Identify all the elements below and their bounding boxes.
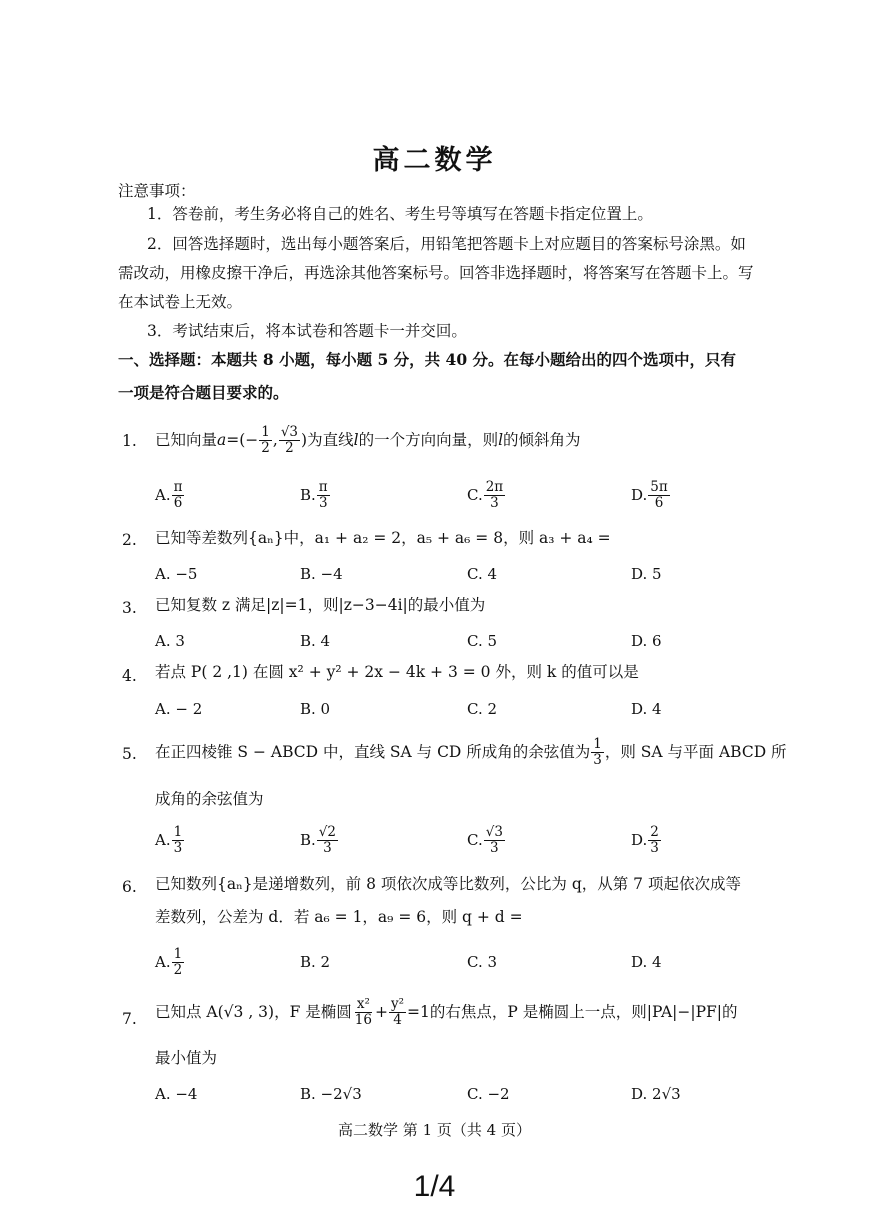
denominator: 3 xyxy=(490,494,499,511)
question-2-stem: 已知等差数列{aₙ}中，a₁ + a₂ = 2，a₅ + a₆ = 8，则 a₃ + a₄ = xyxy=(155,529,611,547)
question-3-stem: 已知复数 z 满足|z|=1，则|z−3−4i|的最小值为 xyxy=(155,596,486,614)
numerator: y² xyxy=(390,995,405,1012)
numerator: 1 xyxy=(173,945,183,962)
denominator: 16 xyxy=(354,1011,372,1028)
notice-heading: 注意事项： xyxy=(118,182,196,200)
option-fraction xyxy=(172,480,185,511)
q2-option-b: B. −4 xyxy=(300,565,343,583)
notice-item-2-line-1: 2．回答选择题时，选出每小题答案后，用铅笔把答题卡上对应题目的答案标号涂黑。如 xyxy=(147,235,746,253)
option-label: D. xyxy=(631,486,648,504)
q4-option-b: B. 0 xyxy=(300,700,331,718)
numerator: 2π xyxy=(485,478,504,495)
q5-fraction xyxy=(591,737,604,768)
option-label: B. xyxy=(300,486,316,504)
option-label: C. xyxy=(467,486,483,504)
q7-prefix: 已知点 A(√3 , 3)，F 是椭圆 xyxy=(155,1003,352,1021)
denominator: 4 xyxy=(393,1011,402,1028)
page-title: 高二数学 xyxy=(372,145,497,176)
numerator: √3 xyxy=(280,423,299,440)
section-1-line-2: 一项是符合题目要求的。 xyxy=(118,383,289,402)
q7-option-c: C. −2 xyxy=(467,1085,510,1103)
numerator: √2 xyxy=(318,823,336,840)
numerator: 5π xyxy=(650,478,668,495)
q6-option-d: D. 4 xyxy=(631,953,662,971)
q7-option-b: B. −2√3 xyxy=(300,1085,362,1103)
q4-option-c: C. 2 xyxy=(467,700,498,718)
notice-item-3: 3．考试结束后，将本试卷和答题卡一并交回。 xyxy=(147,322,467,340)
option-label: B. xyxy=(300,831,316,849)
question-6-stem-line-1: 已知数列{aₙ}是递增数列，前 8 项依次成等比数列，公比为 q，从第 7 项起依次成等 xyxy=(155,875,741,893)
denominator: 6 xyxy=(173,494,183,511)
q7-option-a: A. −4 xyxy=(155,1085,198,1103)
q6-option-c: C. 3 xyxy=(467,953,498,971)
question-4-stem: 若点 P( 2 ,1) 在圆 x² + y² + 2x − 4k + 3 = 0 外，则 k 的值可以是 xyxy=(155,663,639,681)
question-3-number: 3. xyxy=(122,599,137,617)
q2-option-d: D. 5 xyxy=(631,565,662,583)
question-6-stem-line-2: 差数列，公差为 d．若 a₆ = 1，a₉ = 6，则 q + d = xyxy=(155,908,523,926)
q3-option-c: C. 5 xyxy=(467,632,498,650)
q1-mid2: 的一个方向向量，则 xyxy=(358,431,499,449)
q1-option-c xyxy=(467,475,506,515)
numerator: 1 xyxy=(261,423,270,440)
option-fraction xyxy=(484,480,505,511)
question-1-stem xyxy=(155,419,581,461)
q1-option-b xyxy=(300,475,331,515)
option-label: A. xyxy=(155,953,171,971)
notice-item-1: 1．答卷前，考生务必将自己的姓名、考生号等填写在答题卡指定位置上。 xyxy=(147,205,653,223)
q4-option-a: A. − 2 xyxy=(155,700,203,718)
numerator: π xyxy=(318,478,328,495)
numerator: π xyxy=(173,478,183,495)
question-4-number: 4. xyxy=(122,667,137,685)
question-7-number: 7. xyxy=(122,1010,137,1028)
numerator: √3 xyxy=(485,823,503,840)
q7-fraction-2 xyxy=(389,997,406,1028)
denominator: 2 xyxy=(173,961,183,978)
q1-post: 的倾斜角为 xyxy=(503,431,581,449)
q1-mid: )为直线 xyxy=(301,431,354,449)
q1-eq: =(− xyxy=(226,431,259,449)
q3-option-b: B. 4 xyxy=(300,632,331,650)
option-fraction xyxy=(484,825,505,856)
page-indicator: 1/4 xyxy=(413,1170,456,1203)
denominator: 3 xyxy=(323,839,332,856)
q1-prefix: 已知向量 xyxy=(155,431,218,449)
q1-option-a xyxy=(155,475,185,515)
option-fraction xyxy=(172,947,185,978)
q2-option-a: A. −5 xyxy=(155,565,198,583)
q3-option-d: D. 6 xyxy=(631,632,662,650)
question-5-number: 5. xyxy=(122,745,137,763)
q5-post: ，则 SA 与平面 ABCD 所 xyxy=(604,743,787,761)
q5-option-c xyxy=(467,820,506,860)
q6-option-a xyxy=(155,942,185,982)
q3-option-a: A. 3 xyxy=(155,632,185,650)
section-1-line-1: 一、选择题：本题共 8 小题，每小题 5 分，共 40 分。在每小题给出的四个选项中，只有 xyxy=(118,350,737,369)
question-7-stem-line-2: 最小值为 xyxy=(155,1049,218,1067)
q2-option-c: C. 4 xyxy=(467,565,498,583)
denominator: 6 xyxy=(654,494,664,511)
option-label: A. xyxy=(155,486,171,504)
option-fraction xyxy=(317,825,338,856)
q7-fraction-1 xyxy=(353,997,374,1028)
page-footer: 高二数学 第 1 页（共 4 页） xyxy=(338,1121,531,1139)
q5-option-b xyxy=(300,820,339,860)
q1-line-l: l xyxy=(353,431,359,449)
numerator: x² xyxy=(356,995,370,1012)
q1-comma: , xyxy=(272,431,278,449)
option-label: A. xyxy=(155,831,171,849)
option-label: C. xyxy=(467,831,483,849)
question-7-stem xyxy=(155,990,737,1034)
q1-line-l-2: l xyxy=(498,431,504,449)
notice-item-2-line-3: 在本试卷上无效。 xyxy=(118,293,243,311)
q5-option-d xyxy=(631,820,662,860)
option-label: D. xyxy=(631,831,648,849)
denominator: 3 xyxy=(318,494,328,511)
denominator: 2 xyxy=(285,439,294,456)
q5-option-a xyxy=(155,820,185,860)
denominator: 3 xyxy=(490,839,499,856)
option-fraction xyxy=(317,480,330,511)
option-fraction xyxy=(648,825,661,856)
q1-vector-a: a xyxy=(217,431,227,449)
q4-option-d: D. 4 xyxy=(631,700,662,718)
question-2-number: 2. xyxy=(122,531,137,549)
denominator: 3 xyxy=(173,839,183,856)
denominator: 2 xyxy=(261,439,270,456)
q7-post: =1的右焦点，P 是椭圆上一点，则|PA|−|PF|的 xyxy=(407,1003,738,1021)
numerator: 1 xyxy=(173,823,183,840)
option-fraction xyxy=(648,480,669,511)
denominator: 3 xyxy=(593,751,602,768)
q7-option-d: D. 2√3 xyxy=(631,1085,681,1103)
option-fraction xyxy=(172,825,185,856)
question-6-number: 6. xyxy=(122,878,137,896)
q7-plus: + xyxy=(374,1003,388,1021)
numerator: 2 xyxy=(650,823,659,840)
q5-prefix: 在正四棱锥 S − ABCD 中，直线 SA 与 CD 所成角的余弦值为 xyxy=(155,743,591,761)
denominator: 3 xyxy=(650,839,659,856)
q1-option-d xyxy=(631,475,671,515)
q1-fraction-2 xyxy=(279,425,300,456)
notice-item-2-line-2: 需改动，用橡皮擦干净后，再选涂其他答案标号。回答非选择题时，将答案写在答题卡上。写 xyxy=(118,264,754,282)
q1-fraction-1 xyxy=(259,425,272,456)
numerator: 1 xyxy=(593,735,602,752)
q6-option-b: B. 2 xyxy=(300,953,331,971)
question-1-number: 1. xyxy=(122,432,137,450)
question-5-stem-line-2: 成角的余弦值为 xyxy=(155,790,264,808)
question-5-stem xyxy=(155,730,787,774)
